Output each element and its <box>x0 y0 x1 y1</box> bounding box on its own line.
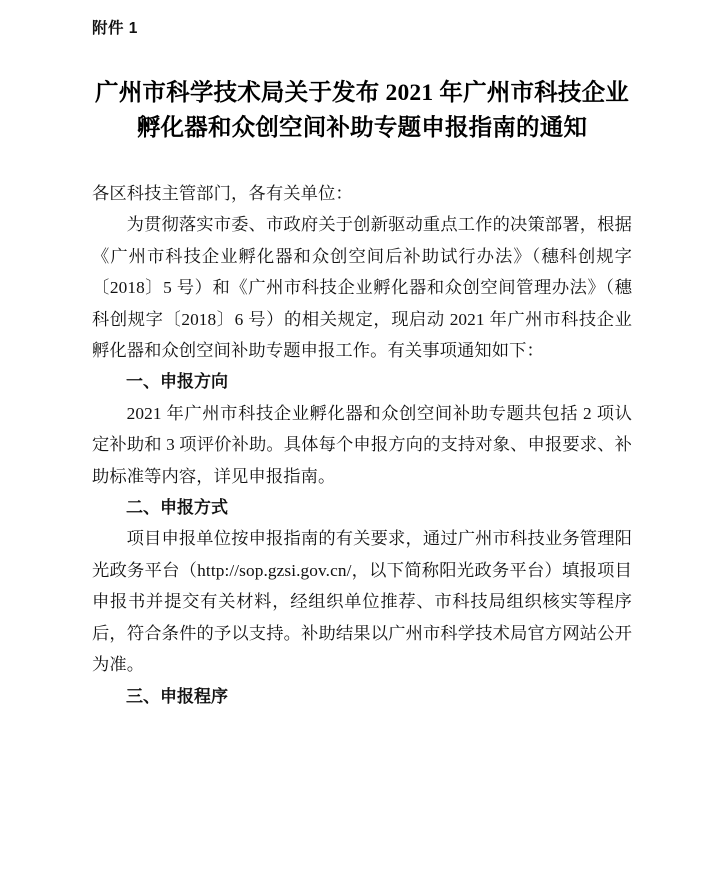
section-heading-1: 一、申报方向 <box>126 372 228 392</box>
document-body <box>92 178 632 712</box>
section-heading-3: 三、申报程序 <box>126 686 228 706</box>
section-body-1: 2021 年广州市科技企业孵化器和众创空间补助专题共包括 2 项认定补助和 3 项评价补助。具体每个申报方向的支持对象、申报要求、补助标准等内容，详见申报指南。 <box>92 403 632 486</box>
section-heading-2: 二、申报方式 <box>126 498 228 518</box>
page-title: 广州市科学技术局关于发布 2021 年广州市科技企业孵化器和众创空间补助专题申报指南的通知 <box>95 80 629 141</box>
intro-paragraph: 为贯彻落实市委、市政府关于创新驱动重点工作的决策部署，根据《广州市科技企业孵化器和众创空间后补助试行办法》（穗科创规字〔2018〕5 号）和《广州市科技企业孵化器和众创空间管理办法》（穗科创规字〔2018〕6 号）的相关规定，现启动 2021 年广州市科技企业孵化器和众创空间补助专题申报工作。有关事项通知如下： <box>92 215 632 361</box>
salutation: 各区科技主管部门，各有关单位： <box>92 184 353 203</box>
attachment-label: 附件 1 <box>92 20 138 37</box>
section-body-2: 项目申报单位按申报指南的有关要求，通过广州市科技业务管理阳光政务平台（http://sop.gzsi.gov.cn/，以下简称阳光政务平台）填报项目申报书并提交有关材料，经组织单位推荐、市科技局组织核实等程序后，符合条件的予以支持。补助结果以广州市科学技术局官方网站公开为准。 <box>92 529 632 675</box>
